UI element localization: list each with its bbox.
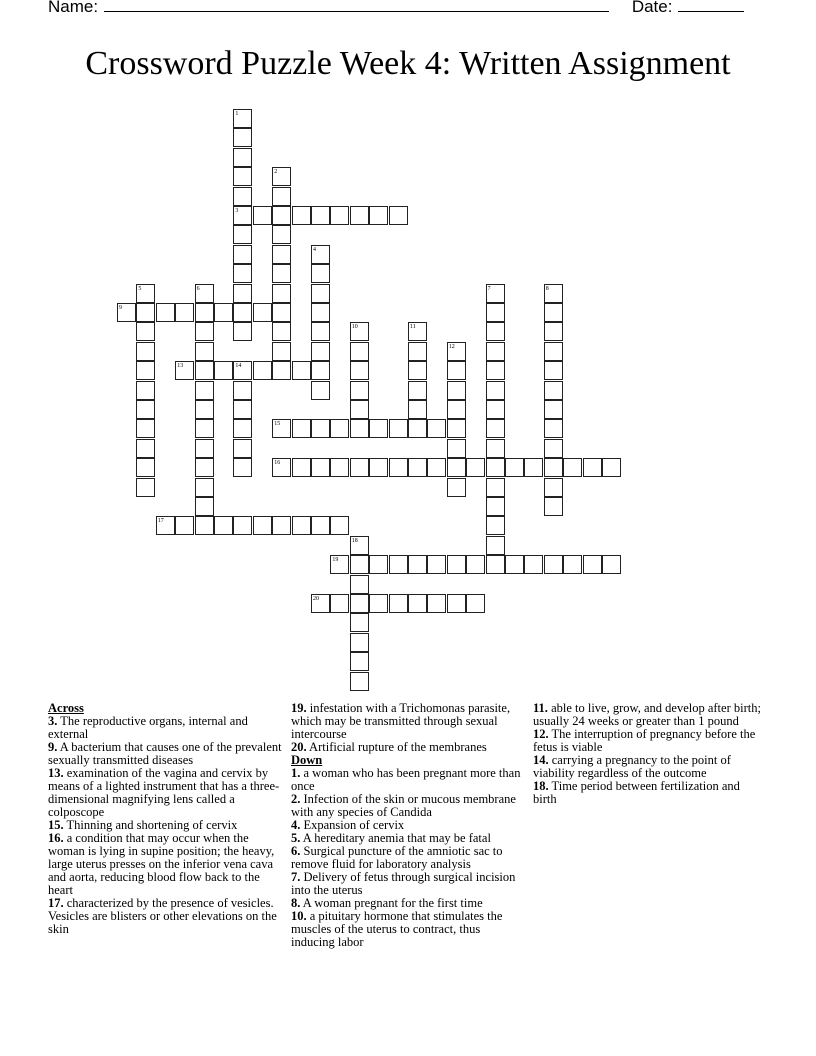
cell-number: 11 — [410, 324, 416, 331]
grid-cell[interactable] — [136, 322, 155, 341]
grid-cell[interactable] — [389, 458, 408, 477]
grid-cell[interactable] — [233, 284, 252, 303]
grid-cell[interactable] — [486, 555, 505, 574]
clue-text: The reproductive organs, internal and external — [48, 714, 248, 741]
grid-cell[interactable] — [233, 419, 252, 438]
name-label: Name: — [48, 0, 99, 16]
cell-number: 2 — [274, 169, 278, 176]
grid-cell[interactable] — [272, 264, 291, 283]
grid-cell[interactable] — [447, 594, 466, 613]
clue-item — [48, 767, 286, 819]
grid-cell[interactable] — [195, 439, 214, 458]
grid-cell[interactable] — [486, 458, 505, 477]
grid-cell[interactable] — [136, 439, 155, 458]
clue-number: 10. — [291, 909, 307, 923]
clue-text: Expansion of cervix — [300, 818, 405, 832]
grid-cell[interactable] — [602, 458, 621, 477]
grid-cell[interactable] — [447, 361, 466, 380]
grid-cell[interactable] — [486, 342, 505, 361]
grid-cell[interactable] — [195, 303, 214, 322]
grid-cell[interactable] — [330, 419, 349, 438]
grid-cell[interactable] — [486, 478, 505, 497]
grid-cell[interactable] — [292, 419, 311, 438]
clue-text: Time period between fertilization and birth — [533, 779, 740, 806]
cell-number: 19 — [332, 557, 339, 564]
clue-number: 12. — [533, 727, 549, 741]
grid-cell[interactable] — [311, 342, 330, 361]
grid-cell[interactable] — [447, 478, 466, 497]
grid-cell[interactable] — [175, 516, 194, 535]
grid-cell[interactable] — [292, 458, 311, 477]
grid-cell[interactable] — [214, 516, 233, 535]
clue-number: 6. — [291, 844, 301, 858]
grid-cell[interactable] — [136, 478, 155, 497]
grid-cell[interactable] — [486, 400, 505, 419]
cell-number: 15 — [274, 421, 281, 428]
grid-cell[interactable] — [427, 555, 446, 574]
grid-cell[interactable] — [350, 575, 369, 594]
grid-cell[interactable] — [330, 458, 349, 477]
grid-cell[interactable] — [350, 419, 369, 438]
grid-cell[interactable] — [466, 458, 485, 477]
clue-text: A bacterium that causes one of the prevalent sexually transmitted diseases — [48, 740, 282, 767]
grid-cell[interactable] — [447, 342, 466, 361]
grid-cell[interactable] — [408, 342, 427, 361]
grid-cell[interactable] — [486, 284, 505, 303]
grid-cell[interactable] — [272, 225, 291, 244]
clue-number: 2. — [291, 792, 301, 806]
cell-number: 8 — [545, 285, 549, 292]
clue-item — [533, 702, 763, 728]
cell-number: 4 — [313, 246, 316, 253]
grid-cell[interactable] — [195, 458, 214, 477]
grid-cell[interactable] — [447, 419, 466, 438]
grid-cell[interactable] — [350, 342, 369, 361]
grid-cell[interactable] — [583, 458, 602, 477]
clue-number: 1. — [291, 766, 301, 780]
cell-number: 3 — [235, 208, 239, 214]
grid-cell[interactable] — [233, 206, 252, 225]
down-heading: Down — [291, 753, 323, 767]
grid-cell[interactable] — [330, 206, 349, 225]
clue-item — [48, 715, 286, 741]
cell-number: 5 — [138, 285, 142, 292]
grid-cell[interactable] — [408, 458, 427, 477]
grid-cell[interactable] — [408, 594, 427, 613]
grid-cell[interactable] — [486, 361, 505, 380]
grid-cell[interactable] — [486, 322, 505, 341]
grid-cell[interactable] — [350, 633, 369, 652]
grid-cell[interactable] — [350, 458, 369, 477]
clue-item — [291, 702, 527, 741]
grid-cell[interactable] — [408, 400, 427, 419]
grid-cell[interactable] — [408, 322, 427, 341]
grid-cell[interactable] — [369, 555, 388, 574]
grid-cell[interactable] — [233, 245, 252, 264]
grid-cell[interactable] — [136, 419, 155, 438]
across-heading: Across — [48, 701, 84, 715]
clue-number: 5. — [291, 831, 301, 845]
grid-cell[interactable] — [233, 361, 252, 380]
grid-cell[interactable] — [311, 245, 330, 264]
clue-text: able to live, grow, and develop after birth; usually 24 weeks or greater than 1 pound — [533, 701, 761, 728]
clue-number: 16. — [48, 831, 64, 845]
grid-cell[interactable] — [369, 594, 388, 613]
clue-item — [291, 793, 527, 819]
grid-cell[interactable] — [136, 458, 155, 477]
grid-cell[interactable] — [408, 361, 427, 380]
grid-cell[interactable] — [272, 342, 291, 361]
grid-cell[interactable] — [272, 284, 291, 303]
cell-number: 7 — [487, 285, 491, 292]
clue-text: The interruption of pregnancy before the fetus is viable — [533, 727, 756, 754]
grid-cell[interactable] — [486, 516, 505, 535]
grid-cell[interactable] — [389, 555, 408, 574]
clue-item — [533, 754, 763, 780]
grid-cell[interactable] — [272, 516, 291, 535]
grid-cell[interactable] — [544, 419, 563, 438]
grid-cell[interactable] — [389, 419, 408, 438]
grid-cell[interactable] — [408, 381, 427, 400]
grid-cell[interactable] — [389, 594, 408, 613]
grid-cell[interactable] — [350, 361, 369, 380]
clue-number: 15. — [48, 818, 64, 832]
clue-item — [291, 845, 527, 871]
clue-item — [291, 910, 527, 949]
grid-cell[interactable] — [408, 419, 427, 438]
grid-cell[interactable] — [195, 400, 214, 419]
grid-cell[interactable] — [311, 264, 330, 283]
grid-cell[interactable] — [544, 322, 563, 341]
grid-cell[interactable] — [214, 361, 233, 380]
grid-cell[interactable] — [195, 516, 214, 535]
grid-cell[interactable] — [427, 594, 446, 613]
grid-cell[interactable] — [350, 381, 369, 400]
grid-cell[interactable] — [602, 555, 621, 574]
grid-cell[interactable] — [233, 322, 252, 341]
clue-text: a condition that may occur when the woman is lying in supine position; the heavy, large uterus presses on the inferior vena cava and aorta, reducing blood flow back to the heart — [48, 831, 275, 897]
grid-cell[interactable] — [330, 594, 349, 613]
grid-cell[interactable] — [233, 187, 252, 206]
grid-cell[interactable] — [369, 458, 388, 477]
cell-number: 16 — [274, 460, 281, 467]
name-field[interactable] — [104, 0, 609, 12]
grid-cell[interactable] — [253, 516, 272, 535]
grid-cell[interactable] — [233, 167, 252, 186]
cell-number: 12 — [448, 343, 455, 350]
clue-text: Thinning and shortening of cervix — [63, 818, 238, 832]
grid-cell[interactable] — [175, 303, 194, 322]
grid-cell[interactable] — [466, 594, 485, 613]
grid-cell[interactable] — [311, 594, 330, 613]
clue-number: 17. — [48, 896, 64, 910]
grid-cell[interactable] — [544, 381, 563, 400]
grid-cell[interactable] — [272, 167, 291, 186]
grid-cell[interactable] — [292, 361, 311, 380]
grid-cell[interactable] — [175, 361, 194, 380]
grid-cell[interactable] — [427, 419, 446, 438]
grid-cell[interactable] — [233, 225, 252, 244]
grid-cell[interactable] — [195, 342, 214, 361]
grid-cell[interactable] — [136, 361, 155, 380]
grid-cell[interactable] — [311, 284, 330, 303]
clues-column-3 — [533, 702, 763, 806]
grid-cell[interactable] — [311, 458, 330, 477]
grid-cell[interactable] — [272, 322, 291, 341]
grid-cell[interactable] — [544, 555, 563, 574]
clues-column-2 — [291, 702, 527, 949]
grid-cell[interactable] — [369, 206, 388, 225]
grid-cell[interactable] — [544, 303, 563, 322]
grid-cell[interactable] — [544, 497, 563, 516]
grid-cell[interactable] — [447, 458, 466, 477]
clue-text: Artificial rupture of the membranes — [306, 740, 487, 754]
grid-cell[interactable] — [524, 458, 543, 477]
grid-cell[interactable] — [233, 516, 252, 535]
grid-cell[interactable] — [544, 342, 563, 361]
grid-cell[interactable] — [311, 322, 330, 341]
clue-item — [291, 871, 527, 897]
clue-text: infestation with a Trichomonas parasite, which may be transmitted through sexual intercourse — [291, 701, 511, 741]
header — [48, 0, 748, 17]
grid-cell[interactable] — [195, 478, 214, 497]
grid-cell[interactable] — [447, 439, 466, 458]
clue-text: examination of the vagina and cervix by means of a lighted instrument that has a three-dimensional magnifying lens called a colposcope — [48, 766, 280, 819]
clue-text: carrying a pregnancy to the point of viability regardless of the outcome — [533, 753, 731, 780]
grid-cell[interactable] — [350, 322, 369, 341]
clue-text: Infection of the skin or mucous membrane with any species of Candida — [291, 792, 516, 819]
clue-number: 19. — [291, 701, 307, 715]
clue-number: 8. — [291, 896, 301, 910]
grid-cell[interactable] — [563, 555, 582, 574]
clue-text: a woman who has been pregnant more than once — [291, 766, 521, 793]
clue-number: 20. — [291, 740, 307, 754]
grid-cell[interactable] — [195, 497, 214, 516]
clue-text: Delivery of fetus through surgical incision into the uterus — [291, 870, 516, 897]
grid-cell[interactable] — [292, 516, 311, 535]
clue-text: characterized by the presence of vesicles. Vesicles are blisters or other elevations on the skin — [48, 896, 277, 936]
grid-cell[interactable] — [156, 303, 175, 322]
grid-cell[interactable] — [195, 419, 214, 438]
clue-item — [48, 741, 286, 767]
grid-cell[interactable] — [272, 303, 291, 322]
grid-cell[interactable] — [350, 400, 369, 419]
grid-cell[interactable] — [447, 555, 466, 574]
grid-cell[interactable] — [350, 652, 369, 671]
clue-number: 3. — [48, 714, 58, 728]
grid-cell[interactable] — [544, 458, 563, 477]
grid-cell[interactable] — [272, 419, 291, 438]
grid-cell[interactable] — [544, 478, 563, 497]
cell-number: 13 — [177, 363, 184, 370]
clue-item — [291, 767, 527, 793]
clue-number: 14. — [533, 753, 549, 767]
grid-cell[interactable] — [233, 148, 252, 167]
grid-cell[interactable] — [350, 613, 369, 632]
grid-cell[interactable] — [427, 458, 446, 477]
grid-cell[interactable] — [233, 439, 252, 458]
grid-cell[interactable] — [311, 206, 330, 225]
grid-cell[interactable] — [330, 555, 349, 574]
grid-cell[interactable] — [311, 419, 330, 438]
grid-cell[interactable] — [253, 303, 272, 322]
grid-cell[interactable] — [233, 109, 252, 128]
grid-cell[interactable] — [311, 381, 330, 400]
grid-cell[interactable] — [272, 458, 291, 477]
grid-cell[interactable] — [408, 555, 427, 574]
clue-item — [533, 728, 763, 754]
cell-number: 10 — [351, 324, 358, 331]
grid-cell[interactable] — [233, 128, 252, 147]
grid-cell[interactable] — [330, 516, 349, 535]
grid-cell[interactable] — [136, 400, 155, 419]
grid-cell[interactable] — [272, 206, 291, 225]
clue-item — [291, 741, 527, 754]
grid-cell[interactable] — [544, 284, 563, 303]
clue-text: A woman pregnant for the first time — [300, 896, 483, 910]
page-title: Crossword Puzzle Week 4: Written Assignment — [85, 45, 731, 82]
clue-number: 11. — [533, 701, 548, 715]
grid-cell[interactable] — [311, 516, 330, 535]
clue-item — [48, 832, 286, 897]
grid-cell[interactable] — [253, 361, 272, 380]
grid-cell[interactable] — [486, 536, 505, 555]
grid-cell[interactable] — [350, 672, 369, 691]
grid-cell[interactable] — [292, 206, 311, 225]
grid-cell[interactable] — [505, 458, 524, 477]
date-field[interactable] — [678, 0, 744, 12]
grid-cell[interactable] — [350, 206, 369, 225]
grid-cell[interactable] — [486, 439, 505, 458]
grid-cell[interactable] — [272, 187, 291, 206]
grid-cell[interactable] — [486, 303, 505, 322]
cell-number: 1 — [235, 111, 239, 117]
grid-cell[interactable] — [233, 458, 252, 477]
clue-number: 9. — [48, 740, 58, 754]
cell-number: 18 — [351, 537, 358, 544]
cell-number: 14 — [235, 363, 242, 370]
grid-cell[interactable] — [156, 516, 175, 535]
grid-cell[interactable] — [195, 361, 214, 380]
grid-cell[interactable] — [524, 555, 543, 574]
grid-cell[interactable] — [544, 400, 563, 419]
grid-cell[interactable] — [233, 400, 252, 419]
grid-cell[interactable] — [136, 381, 155, 400]
grid-cell[interactable] — [272, 245, 291, 264]
grid-cell[interactable] — [369, 419, 388, 438]
grid-cell[interactable] — [350, 555, 369, 574]
grid-cell[interactable] — [486, 381, 505, 400]
grid-cell[interactable] — [233, 303, 252, 322]
cell-number: 17 — [157, 518, 164, 525]
clue-number: 13. — [48, 766, 64, 780]
grid-cell[interactable] — [233, 381, 252, 400]
grid-cell[interactable] — [233, 264, 252, 283]
clue-number: 4. — [291, 818, 301, 832]
grid-cell[interactable] — [117, 303, 136, 322]
grid-cell[interactable] — [214, 303, 233, 322]
grid-cell[interactable] — [272, 361, 291, 380]
grid-cell[interactable] — [583, 555, 602, 574]
grid-cell[interactable] — [544, 439, 563, 458]
clue-number: 18. — [533, 779, 549, 793]
grid-cell[interactable] — [389, 206, 408, 225]
clue-text: a pituitary hormone that stimulates the muscles of the uterus to contract, thus inducing labor — [291, 909, 503, 949]
grid-cell[interactable] — [195, 322, 214, 341]
grid-cell[interactable] — [311, 303, 330, 322]
grid-cell[interactable] — [486, 497, 505, 516]
grid-cell[interactable] — [544, 361, 563, 380]
cell-number: 20 — [313, 596, 319, 602]
grid-cell[interactable] — [136, 303, 155, 322]
grid-cell[interactable] — [195, 284, 214, 303]
date-label: Date: — [631, 0, 673, 16]
grid-cell[interactable] — [466, 555, 485, 574]
grid-cell[interactable] — [311, 361, 330, 380]
clue-number: 7. — [291, 870, 301, 884]
grid-cell[interactable] — [350, 594, 369, 613]
grid-cell[interactable] — [136, 284, 155, 303]
grid-cell[interactable] — [447, 381, 466, 400]
grid-cell[interactable] — [195, 381, 214, 400]
grid-cell[interactable] — [136, 342, 155, 361]
clue-item — [533, 780, 763, 806]
grid-cell[interactable] — [505, 555, 524, 574]
grid-cell[interactable] — [447, 400, 466, 419]
cell-number: 6 — [196, 285, 200, 292]
grid-cell[interactable] — [563, 458, 582, 477]
grid-cell[interactable] — [486, 419, 505, 438]
clue-text: A hereditary anemia that may be fatal — [300, 831, 491, 845]
grid-cell[interactable] — [253, 206, 272, 225]
grid-cell[interactable] — [350, 536, 369, 555]
clue-item — [48, 897, 286, 936]
clues-column-1 — [48, 702, 286, 936]
clue-text: Surgical puncture of the amniotic sac to remove fluid for laboratory analysis — [291, 844, 503, 871]
cell-number: 9 — [119, 305, 122, 311]
